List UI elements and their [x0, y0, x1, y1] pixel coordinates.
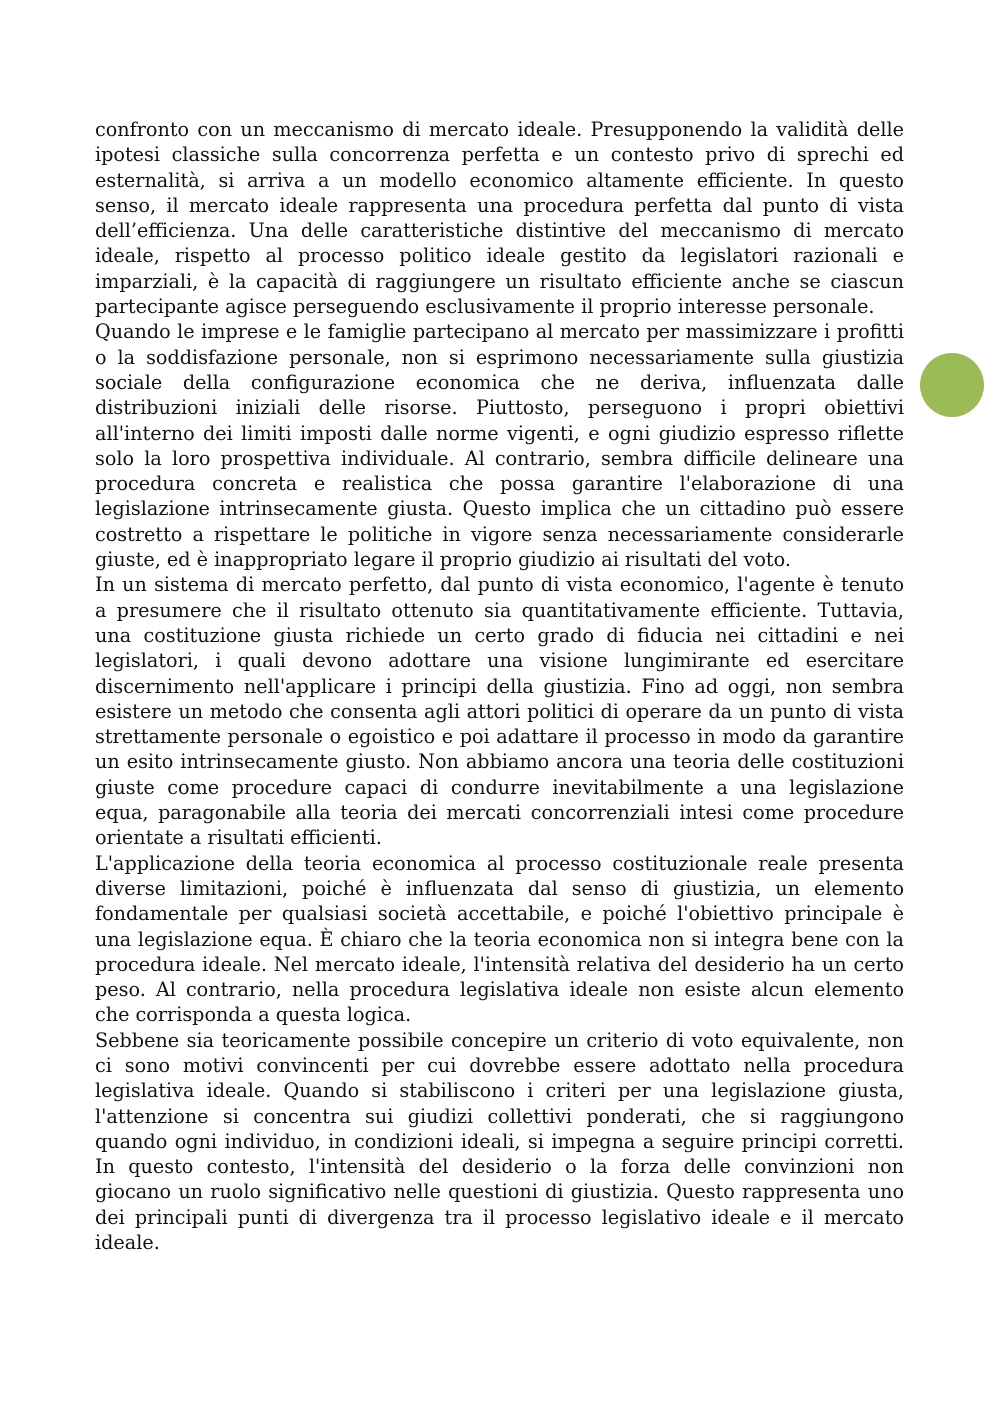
- paragraph-1: confronto con un meccanismo di mercato ideale. Presupponendo la validità delle ipotesi classiche sulla concorrenza perfetta e un contesto privo di sprechi ed esternalità, si arriva a un modello economico altamente efficiente. In questo senso, il mercato ideale rappresenta una procedura perfetta dal punto di vista dell’efficienza. Una delle caratteristiche distintive del meccanismo di mercato ideale, rispetto al processo politico ideale gestito da legislatori razionali e imparziali, è la capacità di raggiungere un risultato efficiente anche se ciascun partecipante agisce perseguendo esclusivamente il proprio interesse personale.: [95, 118, 904, 319]
- paragraph-3: In un sistema di mercato perfetto, dal punto di vista economico, l'agente è tenuto a presumere che il risultato ottenuto sia quantitativamente efficiente. Tuttavia, una costituzione giusta richiede un certo grado di fiducia nei cittadini e nei legislatori, i quali devono adottare una visione lungimirante ed esercitare discernimento nell'applicare i principi della giustizia. Fino ad oggi, non sembra esistere un metodo che consenta agli attori politici di operare da un punto di vista strettamente personale o egoistico e poi adattare il processo in modo da garantire un esito intrinsecamente giusto. Non abbiamo ancora una teoria delle costituzioni giuste come procedure capaci di condurre inevitabilmente a una legislazione equa, paragonabile alla teoria dei mercati concorrenziali intesi come procedure orientate a risultati efficienti.: [95, 573, 904, 850]
- paragraph-5: Sebbene sia teoricamente possibile concepire un criterio di voto equivalente, non ci sono motivi convincenti per cui dovrebbe essere adottato nella procedura legislativa ideale. Quando si stabiliscono i criteri per una legislazione giusta, l'attenzione si concentra sui giudizi collettivi ponderati, che si raggiungono quando ogni individuo, in condizioni ideali, si impegna a seguire principi corretti. In questo contesto, l'intensità del desiderio o la forza delle convinzioni non giocano un ruolo significativo nelle questioni di giustizia. Questo rappresenta uno dei principali punti di divergenza tra il processo legislativo ideale e il mercato ideale.: [95, 1028, 904, 1255]
- side-dot-decoration: [920, 353, 984, 417]
- paragraph-4: L'applicazione della teoria economica al processo costituzionale reale presenta diverse limitazioni, poiché è influenzata dal senso di giustizia, un elemento fondamentale per qualsiasi società accettabile, e poiché l'obiettivo principale è una legislazione equa. È chiaro che la teoria economica non si integra bene con la procedura ideale. Nel mercato ideale, l'intensità relativa del desiderio ha un certo peso. Al contrario, nella procedura legislativa ideale non esiste alcun elemento che corrisponda a questa logica.: [95, 851, 904, 1027]
- document-body: [95, 117, 904, 1255]
- paragraph-2: Quando le imprese e le famiglie partecipano al mercato per massimizzare i profitti o la soddisfazione personale, non si esprimono necessariamente sulla giustizia sociale della configurazione economica che ne deriva, influenzata dalle distribuzioni iniziali delle risorse. Piuttosto, perseguono i propri obiettivi all'interno dei limiti imposti dalle norme vigenti, e ogni giudizio espresso riflette solo la loro prospettiva individuale. Al contrario, sembra difficile delineare una procedura concreta e realistica che possa garantire l'elaborazione di una legislazione intrinsecamente giusta. Questo implica che un cittadino può essere costretto a rispettare le politiche in vigore senza necessariamente considerarle giuste, ed è inappropriato legare il proprio giudizio ai risultati del voto.: [95, 320, 904, 572]
